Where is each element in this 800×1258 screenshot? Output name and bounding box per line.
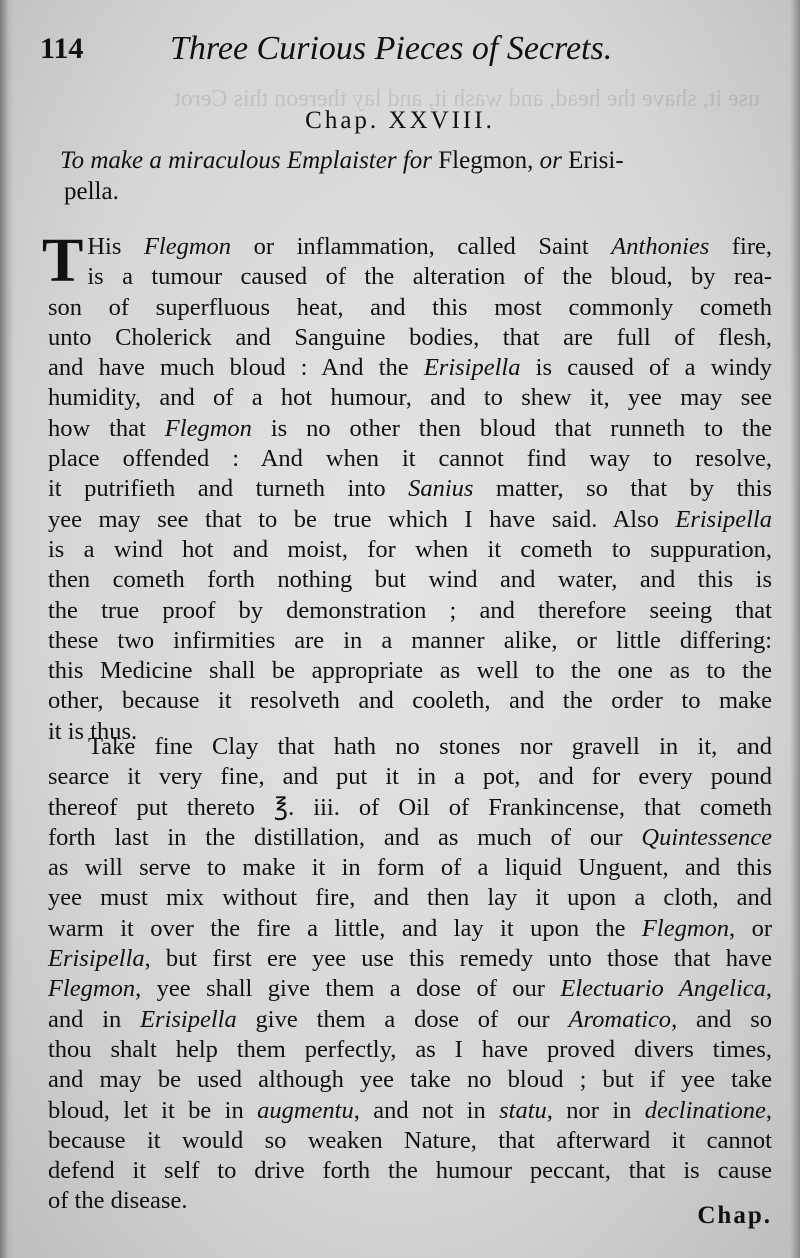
text-line bbox=[48, 944, 772, 974]
text-segment: Quintessence bbox=[641, 823, 772, 851]
text-line bbox=[48, 1065, 772, 1095]
text-segment: is a wind hot and moist, for when it cometh to suppuration, bbox=[48, 535, 772, 563]
text-segment: these two infirmities are in a manner alike, or little differing: bbox=[48, 626, 772, 654]
text-segment: other, because it resolveth and cooleth, and the order to make bbox=[48, 687, 772, 715]
chapter-heading: Chap. XXVIII. bbox=[305, 107, 495, 134]
text-segment: it putrifieth and turneth into bbox=[48, 475, 409, 503]
text-segment: or inflammation, called Saint bbox=[231, 233, 612, 260]
text-line bbox=[48, 626, 772, 656]
text-segment: is no other then bloud that runneth to the bbox=[251, 414, 772, 442]
text-line bbox=[48, 1096, 772, 1126]
text-segment: matter, so that by this bbox=[473, 475, 772, 503]
recipe-title-line2: pella. bbox=[64, 178, 119, 205]
page-gutter-shadow bbox=[0, 0, 14, 1258]
text-segment: Erisipella bbox=[675, 505, 772, 533]
catchword: Chap. bbox=[697, 1202, 772, 1229]
text-segment: because it would so weaken Nature, that afterward it cannot bbox=[48, 1126, 772, 1154]
text-line bbox=[48, 232, 772, 262]
text-line bbox=[48, 686, 772, 716]
text-segment: is caused of a windy bbox=[520, 354, 772, 382]
text-segment: Flegmon bbox=[48, 975, 136, 1003]
text-segment: , and so bbox=[671, 1005, 772, 1033]
text-line bbox=[48, 596, 772, 626]
text-segment: Electuario Angelica bbox=[560, 975, 766, 1003]
text-line bbox=[48, 914, 772, 944]
text-segment: and in bbox=[48, 1005, 141, 1033]
text-segment: is a tumour caused of the alteration of the bloud, by rea- bbox=[87, 263, 772, 291]
text-line bbox=[48, 535, 772, 565]
recipe-title-part3: or bbox=[539, 147, 562, 174]
text-segment: Erisipella bbox=[140, 1005, 237, 1033]
text-segment: statu bbox=[499, 1096, 547, 1124]
text-segment: Aromatico bbox=[568, 1005, 672, 1033]
text-line bbox=[48, 853, 772, 883]
text-segment: , bbox=[765, 1096, 772, 1124]
text-segment: augmentu bbox=[257, 1096, 354, 1124]
text-segment: it is thus. bbox=[48, 717, 138, 745]
text-segment: , but first ere yee use this remedy unto those that have bbox=[144, 945, 772, 973]
text-line bbox=[48, 262, 772, 292]
text-segment: yee must mix without fire, and then lay it upon a cloth, and bbox=[48, 884, 772, 912]
text-line bbox=[48, 383, 772, 413]
text-line bbox=[48, 1035, 772, 1065]
text-line bbox=[48, 565, 772, 595]
text-segment: , bbox=[765, 975, 772, 1003]
text-segment: Flegmon bbox=[143, 233, 232, 260]
text-segment: searce it very fine, and put it in a pot, and for every pound bbox=[48, 763, 772, 791]
text-line bbox=[48, 656, 772, 686]
text-segment: of the disease. bbox=[48, 1187, 188, 1215]
page-number: 114 bbox=[40, 32, 84, 65]
text-segment: and have much bloud : And the bbox=[48, 354, 424, 382]
drop-cap: T bbox=[42, 227, 84, 295]
running-header bbox=[40, 30, 770, 70]
show-through-text: use it, shave the head, and wash it, and lay thereon this Cerot bbox=[174, 86, 760, 112]
text-segment: Sanius bbox=[408, 475, 474, 503]
text-segment: then cometh forth nothing but wind and water, and this is bbox=[48, 566, 772, 594]
text-line bbox=[48, 323, 772, 353]
text-segment: , nor in bbox=[546, 1096, 645, 1124]
recipe-title-part4: Erisi- bbox=[568, 147, 624, 174]
text-line bbox=[48, 293, 772, 323]
text-segment: and may be used although yee take no bloud ; but if yee take bbox=[48, 1066, 772, 1094]
text-segment: thereof put thereto ℥. iii. of Oil of Frankincense, that cometh bbox=[48, 793, 772, 821]
text-line bbox=[48, 883, 772, 913]
recipe-title-part2: Flegmon, bbox=[438, 147, 534, 174]
text-line bbox=[48, 414, 772, 444]
recipe-title bbox=[60, 145, 770, 207]
paragraph-2 bbox=[48, 732, 772, 1217]
text-segment: Erisipella bbox=[423, 354, 521, 382]
text-segment: humidity, and of a hot humour, and to shew it, yee may see bbox=[48, 384, 772, 412]
text-segment: give them a dose of our bbox=[236, 1005, 569, 1033]
text-segment: Flegmon bbox=[164, 414, 252, 442]
text-segment: as will serve to make it in form of a liquid Unguent, and this bbox=[48, 854, 772, 882]
text-line bbox=[48, 474, 772, 504]
recipe-title-part1: To make a miraculous Emplaister for bbox=[60, 147, 432, 174]
text-line bbox=[48, 762, 772, 792]
text-segment: , yee shall give them a dose of our bbox=[135, 975, 561, 1003]
text-line bbox=[48, 1186, 772, 1216]
text-line bbox=[48, 444, 772, 474]
paragraph-1 bbox=[42, 227, 772, 747]
text-segment: this Medicine shall be appropriate as well to the one as to the bbox=[48, 657, 772, 685]
text-segment: son of superfluous heat, and this most commonly cometh bbox=[48, 293, 772, 321]
text-segment: Erisipella bbox=[48, 945, 145, 973]
text-line bbox=[48, 1005, 772, 1035]
text-segment: place offended : And when it cannot find way to resolve, bbox=[48, 445, 772, 473]
text-line bbox=[48, 353, 772, 383]
text-line bbox=[48, 732, 772, 762]
text-segment: fire, bbox=[709, 233, 772, 260]
text-segment: forth last in the distillation, and as much of our bbox=[48, 823, 642, 851]
text-line bbox=[48, 1156, 772, 1186]
text-line bbox=[48, 505, 772, 535]
text-line bbox=[48, 1126, 772, 1156]
text-segment: thou shalt help them perfectly, as I have proved divers times, bbox=[48, 1035, 772, 1063]
text-segment: yee may see that to be true which I have said. Also bbox=[48, 505, 676, 533]
text-segment: bloud, let it be in bbox=[48, 1096, 258, 1124]
text-line bbox=[48, 823, 772, 853]
text-segment: Anthonies bbox=[611, 233, 710, 260]
text-line bbox=[48, 793, 772, 823]
text-segment: unto Cholerick and Sanguine bodies, that are full of flesh, bbox=[48, 323, 772, 351]
text-segment: the true proof by demonstration ; and therefore seeing that bbox=[48, 596, 772, 624]
text-segment: defend it self to drive forth the humour peccant, that is cause bbox=[48, 1157, 772, 1185]
text-segment: how that bbox=[48, 414, 165, 442]
page-edge-shadow bbox=[790, 0, 800, 1258]
text-line bbox=[48, 974, 772, 1004]
text-segment: Take fine Clay that hath no stones nor gravell in it, and bbox=[88, 733, 772, 760]
text-segment: Flegmon bbox=[641, 914, 730, 942]
running-title: Three Curious Pieces of Secrets. bbox=[170, 30, 613, 67]
text-segment: , and not in bbox=[353, 1096, 500, 1124]
text-segment: declinatione bbox=[644, 1096, 766, 1124]
text-segment: His bbox=[87, 233, 144, 260]
text-segment: , or bbox=[729, 914, 772, 942]
text-segment: warm it over the fire a little, and lay it upon the bbox=[48, 914, 642, 942]
